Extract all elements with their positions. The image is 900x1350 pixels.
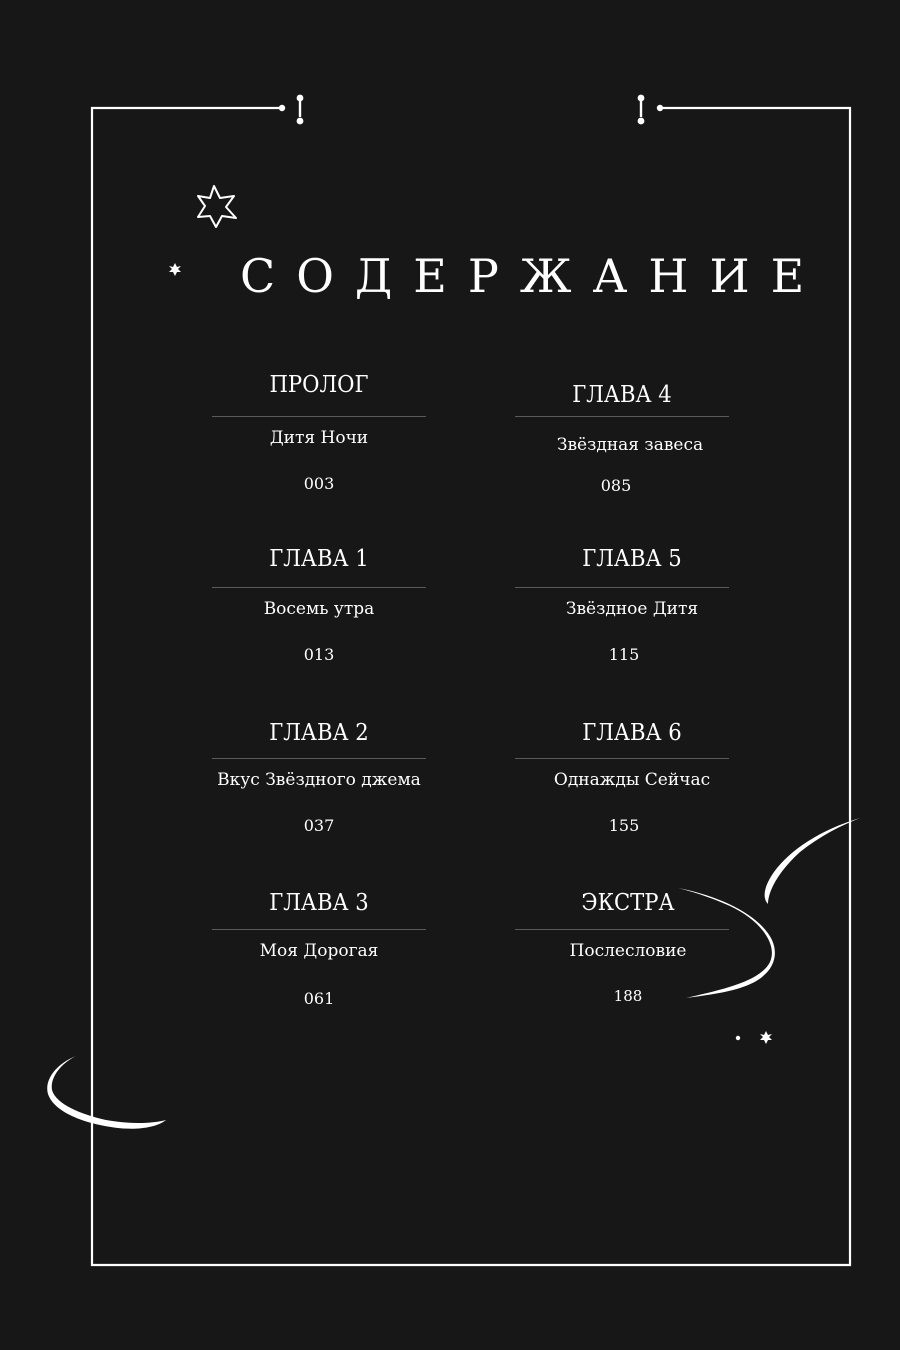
chapter-label: ГЛАВА 1 bbox=[269, 546, 369, 572]
page-number: 013 bbox=[303, 645, 335, 664]
divider bbox=[212, 416, 426, 417]
toc-entry-extra[interactable] bbox=[515, 884, 729, 1006]
divider bbox=[212, 929, 426, 930]
chapter-title: Дитя Ночи bbox=[269, 428, 369, 448]
page-title: СОДЕРЖАНИЕ bbox=[240, 249, 826, 303]
chapter-title: Вкус Звёздного джема bbox=[217, 770, 421, 790]
toc-entry-chapter-3[interactable] bbox=[212, 884, 426, 1009]
page-number: 155 bbox=[608, 816, 640, 835]
divider bbox=[515, 758, 729, 759]
star-small-icon bbox=[169, 263, 181, 276]
divider bbox=[515, 587, 729, 588]
frame-connector-right-icon bbox=[638, 95, 664, 125]
toc-entry-chapter-6[interactable] bbox=[515, 714, 729, 836]
chapter-title: Моя Дорогая bbox=[259, 941, 379, 961]
page-number: 037 bbox=[303, 816, 335, 835]
page-number: 115 bbox=[608, 645, 640, 664]
chapter-title: Послесловие bbox=[569, 941, 687, 961]
chapter-label: ГЛАВА 5 bbox=[582, 546, 682, 572]
divider bbox=[515, 929, 729, 930]
page-number: 188 bbox=[613, 987, 643, 1005]
chapter-label: ГЛАВА 4 bbox=[572, 382, 672, 408]
divider bbox=[515, 416, 729, 417]
page-number: 085 bbox=[600, 476, 632, 495]
chapter-label: ГЛАВА 2 bbox=[269, 720, 369, 746]
crescent-swirl-icon bbox=[47, 1056, 166, 1129]
toc-entry-chapter-4[interactable] bbox=[515, 376, 729, 496]
chapter-label: ГЛАВА 6 bbox=[582, 720, 682, 746]
frame-connector-left-icon bbox=[279, 95, 304, 125]
chapter-title: Звёздное Дитя bbox=[565, 599, 699, 619]
chapter-title: Восемь утра bbox=[263, 599, 375, 619]
star-outline-icon bbox=[198, 186, 236, 227]
chapter-label: ПРОЛОГ bbox=[269, 372, 369, 398]
star-small-icon bbox=[760, 1031, 772, 1044]
toc-entry-prologue[interactable] bbox=[212, 366, 426, 494]
page-number: 061 bbox=[303, 989, 335, 1008]
divider bbox=[212, 587, 426, 588]
chapter-title: Однажды Сейчас bbox=[553, 770, 711, 790]
chapter-label: ЭКСТРА bbox=[581, 890, 675, 916]
toc-entry-chapter-2[interactable] bbox=[212, 714, 426, 836]
dot-icon bbox=[736, 1036, 740, 1040]
divider bbox=[212, 758, 426, 759]
page-number: 003 bbox=[303, 474, 335, 493]
toc-entry-chapter-5[interactable] bbox=[515, 540, 729, 665]
chapter-title: Звёздная завеса bbox=[556, 435, 704, 455]
toc-entry-chapter-1[interactable] bbox=[212, 540, 426, 665]
chapter-label: ГЛАВА 3 bbox=[269, 890, 369, 916]
